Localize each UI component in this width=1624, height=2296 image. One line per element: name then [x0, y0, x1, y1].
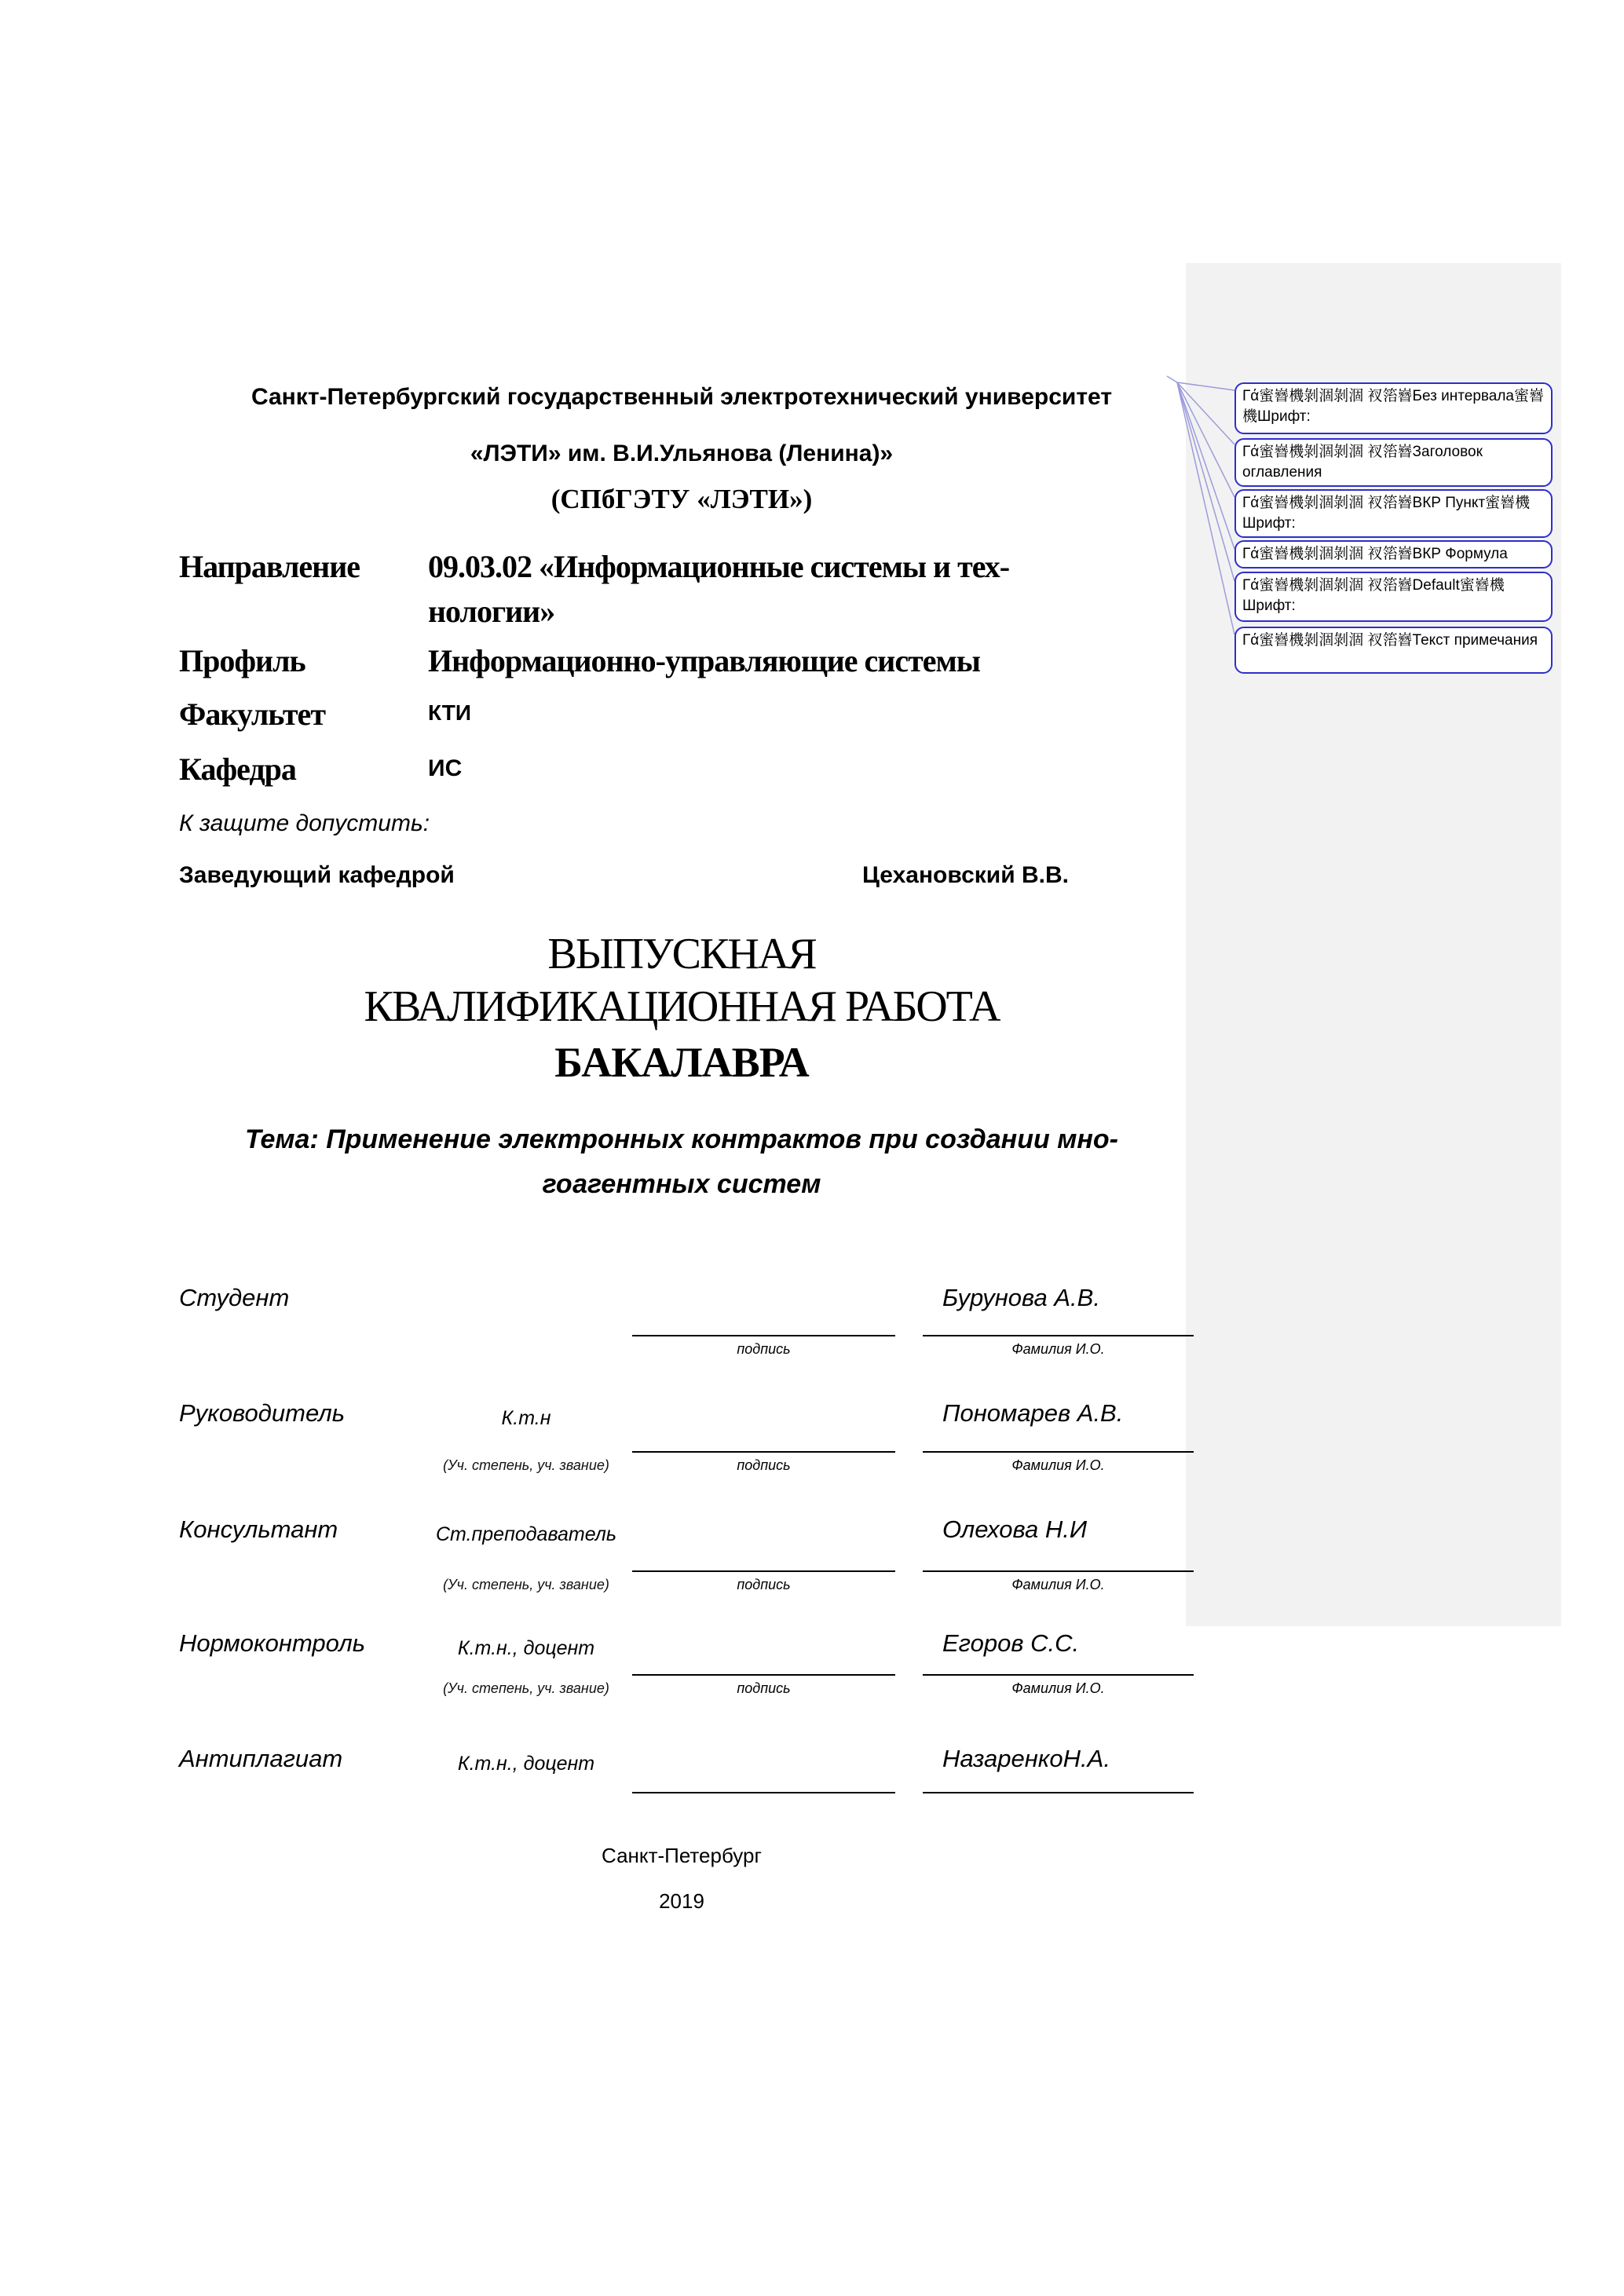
comment-balloon[interactable] — [1234, 572, 1553, 622]
topic-line2: гоагентных систем — [542, 1169, 821, 1199]
field-label-department: Кафедра — [179, 751, 296, 787]
signature-caption: подпись — [737, 1341, 791, 1357]
field-value-profile: Информационно-управляющие системы — [428, 643, 980, 678]
field-label-faculty: Факультет — [179, 696, 325, 732]
surname-caption: Фамилия И.О. — [1011, 1457, 1105, 1473]
topic-line1: Тема: Применение электронных контрактов при создании мно- — [245, 1124, 1118, 1154]
signature-row — [0, 1515, 1624, 1625]
comment-text: Гά蜜嶜機剝涸剝涸 衩箈嶜Без интервала蜜嶜機Шрифт: — [1242, 388, 1544, 425]
signature-row-label: Консультант — [179, 1515, 338, 1543]
signature-caption: подпись — [737, 1680, 791, 1696]
comment-balloon[interactable] — [1234, 489, 1553, 538]
connector-anchor — [1167, 376, 1177, 382]
comment-balloon[interactable] — [1234, 438, 1553, 487]
degree-caption: (Уч. степень, уч. звание) — [443, 1577, 609, 1592]
field-value-faculty: КТИ — [428, 700, 472, 725]
signature-row-label: Антиплагиат — [179, 1745, 343, 1772]
thesis-title-line3: БАКАЛАВРА — [554, 1039, 809, 1086]
comment-balloon[interactable] — [1234, 540, 1553, 569]
thesis-title-line1: ВЫПУСКНАЯ — [547, 930, 816, 978]
university-name-line2: «ЛЭТИ» им. В.И.Ульянова (Ленина)» — [470, 441, 894, 466]
surname-line — [923, 1792, 1194, 1793]
comment-text: Гά蜜嶜機剝涸剝涸 衩箈嶜Default蜜嶜機Шрифт: — [1242, 577, 1505, 614]
head-of-department-label: Заведующий кафедрой — [179, 862, 455, 888]
signature-row-label: Руководитель — [179, 1399, 345, 1427]
comment-balloon[interactable] — [1234, 382, 1553, 434]
thesis-title-line2: КВАЛИФИКАЦИОННАЯ РАБОТА — [364, 982, 1000, 1031]
surname-caption: Фамилия И.О. — [1011, 1577, 1105, 1592]
signature-row — [0, 1629, 1624, 1739]
signature-line — [632, 1335, 895, 1336]
signature-row — [0, 1399, 1624, 1509]
signature-name: Пономарев А.В. — [942, 1399, 1124, 1427]
signature-caption: подпись — [737, 1457, 791, 1473]
signature-line — [632, 1570, 895, 1572]
degree-caption: (Уч. степень, уч. звание) — [443, 1680, 609, 1696]
comment-text: Гά蜜嶜機剝涸剝涸 衩箈嶜Заголовок оглавления — [1242, 444, 1483, 481]
degree-label: К.т.н., доцент — [457, 1637, 595, 1659]
surname-line — [923, 1674, 1194, 1676]
degree-label: К.т.н., доцент — [457, 1753, 595, 1775]
surname-line — [923, 1335, 1194, 1336]
field-label-direction: Направление — [179, 549, 360, 584]
signature-name: Егоров С.С. — [942, 1629, 1080, 1657]
signature-row-label: Нормоконтроль — [179, 1629, 366, 1657]
signature-row — [0, 1284, 1624, 1394]
degree-label: К.т.н — [501, 1407, 551, 1429]
head-of-department-name: Цехановский В.В. — [862, 862, 1069, 888]
year-label: 2019 — [659, 1889, 704, 1913]
university-name-line1: Санкт-Петербургский государственный электротехнический университет — [251, 384, 1113, 410]
field-value-department: ИС — [428, 755, 463, 781]
surname-caption: Фамилия И.О. — [1011, 1341, 1105, 1357]
degree-caption: (Уч. степень, уч. звание) — [443, 1457, 609, 1473]
signature-name: НазаренкоН.А. — [942, 1745, 1110, 1772]
surname-caption: Фамилия И.О. — [1011, 1680, 1105, 1696]
signature-row — [0, 1745, 1624, 1855]
surname-line — [923, 1570, 1194, 1572]
signature-name: Олехова Н.И — [942, 1515, 1088, 1543]
comment-balloon[interactable] — [1234, 627, 1553, 674]
field-value-direction-line2: нологии» — [428, 594, 555, 629]
university-abbreviation: (СПбГЭТУ «ЛЭТИ») — [550, 484, 813, 514]
signature-line — [632, 1792, 895, 1793]
comment-text: Гά蜜嶜機剝涸剝涸 衩箈嶜Текст примечания — [1242, 632, 1538, 649]
field-label-profile: Профиль — [179, 643, 305, 678]
signature-name: Бурунова А.В. — [942, 1284, 1100, 1311]
comment-text: Гά蜜嶜機剝涸剝涸 衩箈嶜ВКР Формула — [1242, 546, 1508, 562]
surname-line — [923, 1451, 1194, 1453]
comment-text: Гά蜜嶜機剝涸剝涸 衩箈嶜ВКР Пункт蜜嶜機Шрифт: — [1242, 495, 1531, 532]
field-value-direction-line1: 09.03.02 «Информационные системы и тех- — [428, 549, 1010, 584]
city-label: Санкт-Петербург — [602, 1844, 762, 1867]
admission-note: К защите допустить: — [179, 810, 430, 836]
signature-caption: подпись — [737, 1577, 791, 1592]
signature-row-label: Студент — [179, 1284, 290, 1311]
degree-label: Ст.преподаватель — [435, 1523, 617, 1545]
signature-line — [632, 1451, 895, 1453]
signature-line — [632, 1674, 895, 1676]
